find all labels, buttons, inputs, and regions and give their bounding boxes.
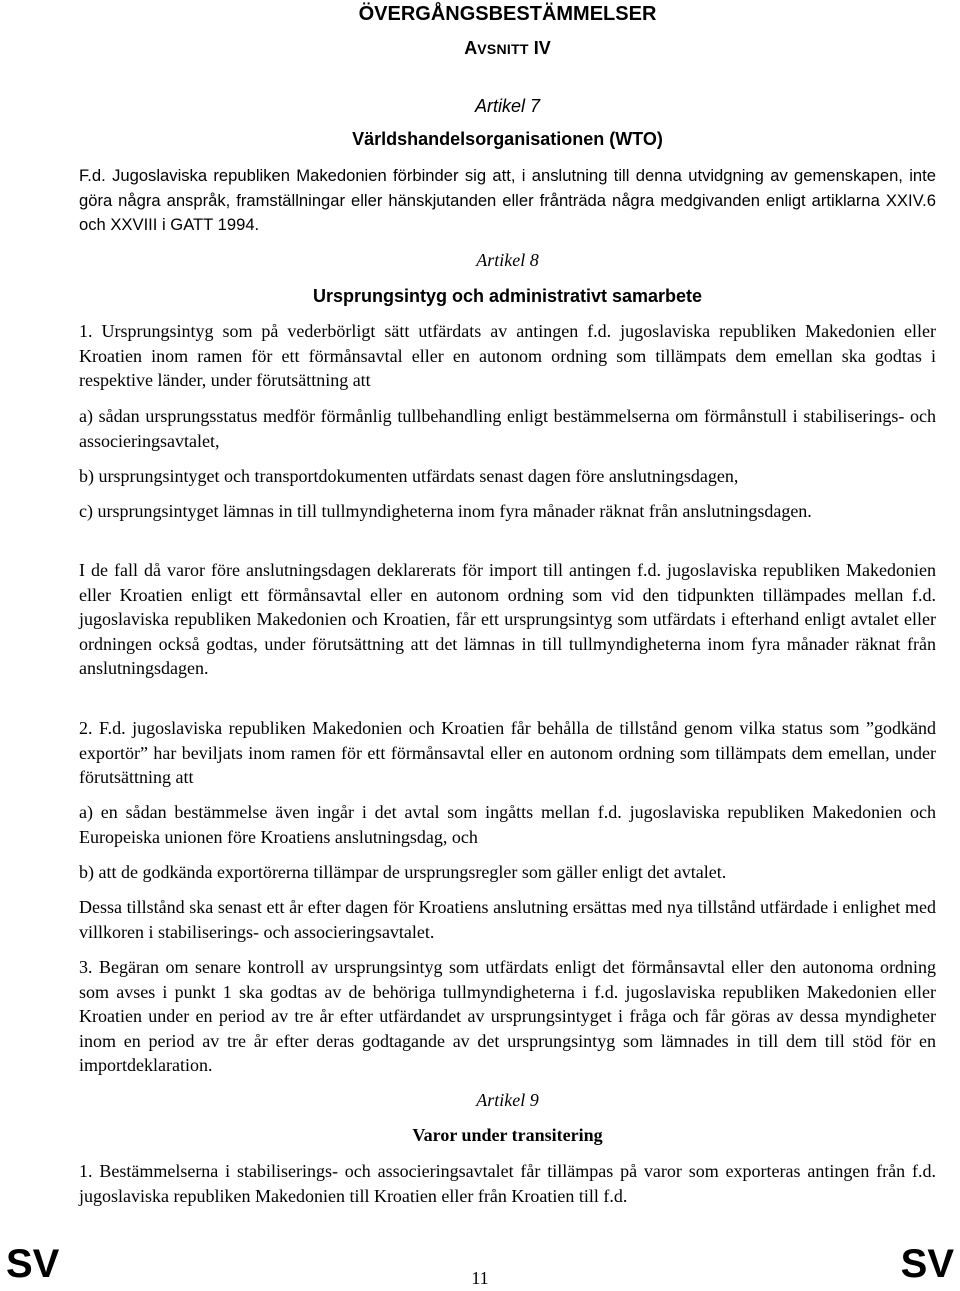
section-first-letter: A bbox=[464, 38, 478, 58]
article-9-heading: Varor under transitering bbox=[412, 1125, 603, 1145]
language-code-left: SV bbox=[6, 1242, 60, 1286]
article-8-point-2: 2. F.d. jugoslaviska republiken Makedonien och Kroatien får behålla de tillstånd genom vilka status som ”godkänd exportör” har beviljats inom ramen för ett förmånsavtal eller en autonom ordning som tillämpats dem emellan, under förutsättning att bbox=[79, 718, 936, 788]
article-8-heading: Ursprungsintyg och administrativt samarbete bbox=[312, 286, 703, 306]
article-8-point-1-d: I de fall då varor före anslutningsdagen deklarerats för import till antingen f.d. jugoslaviska republiken Makedonien eller Kroatien enligt ett förmånsavtal eller en autonom ordning som vid den tidpunkten tillämpades mellan f.d. jugoslaviska republiken Makedonien och Kroatien, får ett ursprungsintyg som utfärdats i efterhand enligt avtalet eller ordningen också godtas, under förutsättning att det lämnas in till tullmyndigheterna inom fyra månader räknat från anslutningsdagen. bbox=[79, 560, 936, 679]
article-9-point-1: 1. Bestämmelserna i stabiliserings- och associeringsavtalet får tillämpas på varor som exporteras antingen från f.d. jugoslaviska republiken Makedonien till Kroatien eller från Kroatien till f.d. bbox=[79, 1161, 936, 1206]
article-8-label: Artikel 8 bbox=[476, 250, 539, 270]
article-8-point-1: 1. Ursprungsintyg som på vederbörligt sätt utfärdats av antingen f.d. jugoslaviska republiken Makedonien eller Kroatien inom ramen för ett förmånsavtal eller en autonom ordning som tillämpats dem emellan ska godtas i respektive länder, under förutsättning att bbox=[79, 321, 936, 391]
page-number: 11 bbox=[471, 1268, 489, 1288]
document-title: ÖVERGÅNGSBESTÄMMELSER bbox=[358, 3, 657, 25]
article-8-point-1-b: b) ursprungsintyget och transportdokumenten utfärdats senast dagen före anslutningsdagen, bbox=[79, 466, 739, 486]
article-8-point-1-c: c) ursprungsintyget lämnas in till tullmyndigheterna inom fyra månader räknat från anslutningsdagen. bbox=[79, 501, 812, 521]
section-number: IV bbox=[533, 38, 551, 58]
article-7-label: Artikel 7 bbox=[474, 96, 541, 116]
article-7-heading: Världshandelsorganisationen (WTO) bbox=[352, 129, 663, 149]
article-8-point-2-c: Dessa tillstånd ska senast ett år efter dagen för Kroatiens anslutning ersättas med nya tillstånd utfärdade i enlighet med villkoren i stabiliserings- och associeringsavtalet. bbox=[79, 897, 936, 942]
language-code-right: SV bbox=[900, 1242, 954, 1286]
section-heading bbox=[79, 38, 936, 59]
section-word-rest: VSNITT bbox=[477, 41, 529, 57]
article-8-point-2-b: b) att de godkända exportörerna tillämpar de ursprungsregler som gäller enligt det avtalet. bbox=[79, 862, 727, 882]
article-8-point-1-a: a) sådan ursprungsstatus medför förmånlig tullbehandling enligt bestämmelserna om förmånstull i stabiliserings- och associeringsavtalet, bbox=[79, 406, 936, 451]
article-9-label: Artikel 9 bbox=[476, 1090, 539, 1110]
article-8-point-2-a: a) en sådan bestämmelse även ingår i det avtal som ingåtts mellan f.d. jugoslaviska republiken Makedonien och Europeiska unionen före Kroatiens anslutningsdag, och bbox=[79, 802, 936, 847]
article-7-paragraph: F.d. Jugoslaviska republiken Makedonien förbinder sig att, i anslutning till denna utvidgning av gemenskapen, inte göra några anspråk, framställningar eller hänskjutanden eller frånträda några medgivanden enligt artiklarna XXIV.6 och XXVIII i GATT 1994. bbox=[79, 166, 936, 235]
article-8-point-3: 3. Begäran om senare kontroll av ursprungsintyg som utfärdats enligt det förmånsavtal eller den autonoma ordning som avses i punkt 1 ska godtas av de behöriga tullmyndigheterna i f.d. jugoslaviska republiken Makedonien eller Kroatien under en period av tre år efter utfärdandet av ursprungsintyget i fråga och får göras av dessa myndigheter inom en period av tre år efter deras godtagande av det ursprungsintyg som lämnades in till dem till stöd för en importdeklaration. bbox=[79, 957, 936, 1076]
